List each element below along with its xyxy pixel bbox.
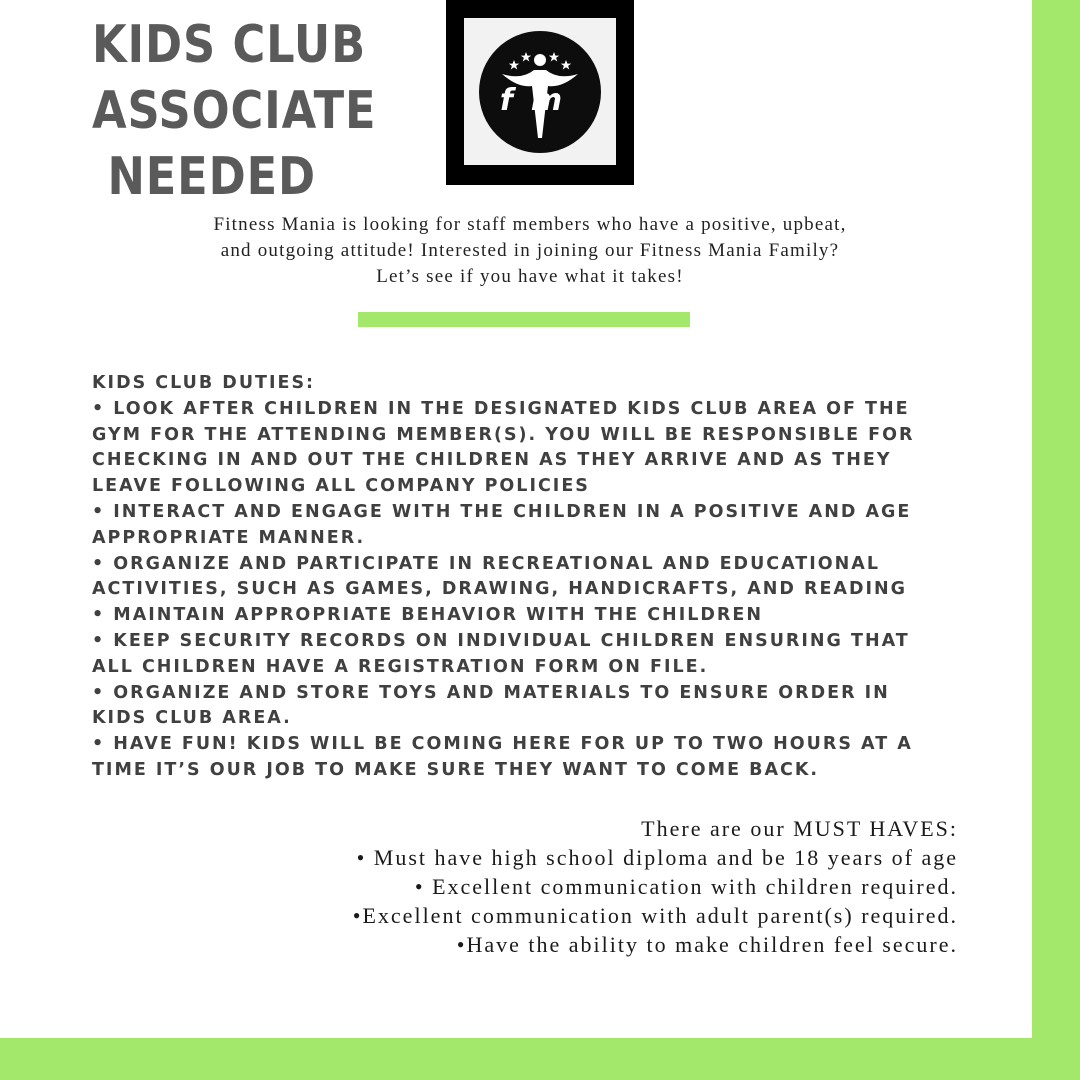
must-have-item: •Have the ability to make children feel secure. xyxy=(456,932,958,957)
duty-item: • INTERACT AND ENGAGE WITH THE CHILDREN IN A POSITIVE AND AGE APPROPRIATE MANNER. xyxy=(92,501,912,548)
title-line-2: ASSOCIATE xyxy=(92,81,377,141)
duty-item: • LOOK AFTER CHILDREN IN THE DESIGNATED KIDS CLUB AREA OF THE GYM FOR THE ATTENDING MEMBER(S). YOU WILL BE RESPONSIBLE FOR CHECKING IN AND OUT THE CHILDREN AS THEY ARRIVE AND AS THEY LEAVE FOLLOWING ALL COMPANY POLICIES xyxy=(92,398,915,497)
intro-paragraph: Fitness Mania is looking for staff members who have a positive, upbeat, and outgoing attitude! Interested in joining our Fitness Mania Family? Let’s see if you have what it takes! xyxy=(213,214,847,287)
duty-item: • HAVE FUN! KIDS WILL BE COMING HERE FOR UP TO TWO HOURS AT A TIME IT’S OUR JOB TO MAKE SURE THEY WANT TO COME BACK. xyxy=(92,734,913,780)
must-have-item: • Must have high school diploma and be 18 years of age xyxy=(356,845,958,870)
right-accent-bar xyxy=(1032,0,1080,1080)
title-line-3: NEEDED xyxy=(107,147,316,207)
must-haves-section xyxy=(138,814,958,959)
logo xyxy=(446,0,634,185)
intro-underline xyxy=(358,312,690,327)
duty-item: • MAINTAIN APPROPRIATE BEHAVIOR WITH THE CHILDREN xyxy=(92,605,763,626)
title-line-1: KIDS CLUB xyxy=(92,15,367,75)
logo-background xyxy=(464,18,616,165)
duties-heading: KIDS CLUB DUTIES: xyxy=(92,373,316,393)
must-haves-heading: There are our MUST HAVES: xyxy=(641,816,958,841)
must-have-item: •Excellent communication with adult parent(s) required. xyxy=(352,903,958,928)
duties-section xyxy=(92,371,952,784)
fitness-mania-logo-icon xyxy=(478,30,602,154)
page-title xyxy=(92,12,376,210)
duty-item: • KEEP SECURITY RECORDS ON INDIVIDUAL CHILDREN ENSURING THAT ALL CHILDREN HAVE A REGISTRATION FORM ON FILE. xyxy=(92,630,910,677)
bottom-accent-bar xyxy=(0,1038,1080,1080)
duty-item: • ORGANIZE AND STORE TOYS AND MATERIALS TO ENSURE ORDER IN KIDS CLUB AREA. xyxy=(92,682,890,729)
duty-item: • ORGANIZE AND PARTICIPATE IN RECREATIONAL AND EDUCATIONAL ACTIVITIES, SUCH AS GAMES, DRAWING, HANDICRAFTS, AND READING xyxy=(92,553,908,600)
logo-letters: fm xyxy=(499,82,581,118)
must-have-item: • Excellent communication with children required. xyxy=(414,874,958,899)
